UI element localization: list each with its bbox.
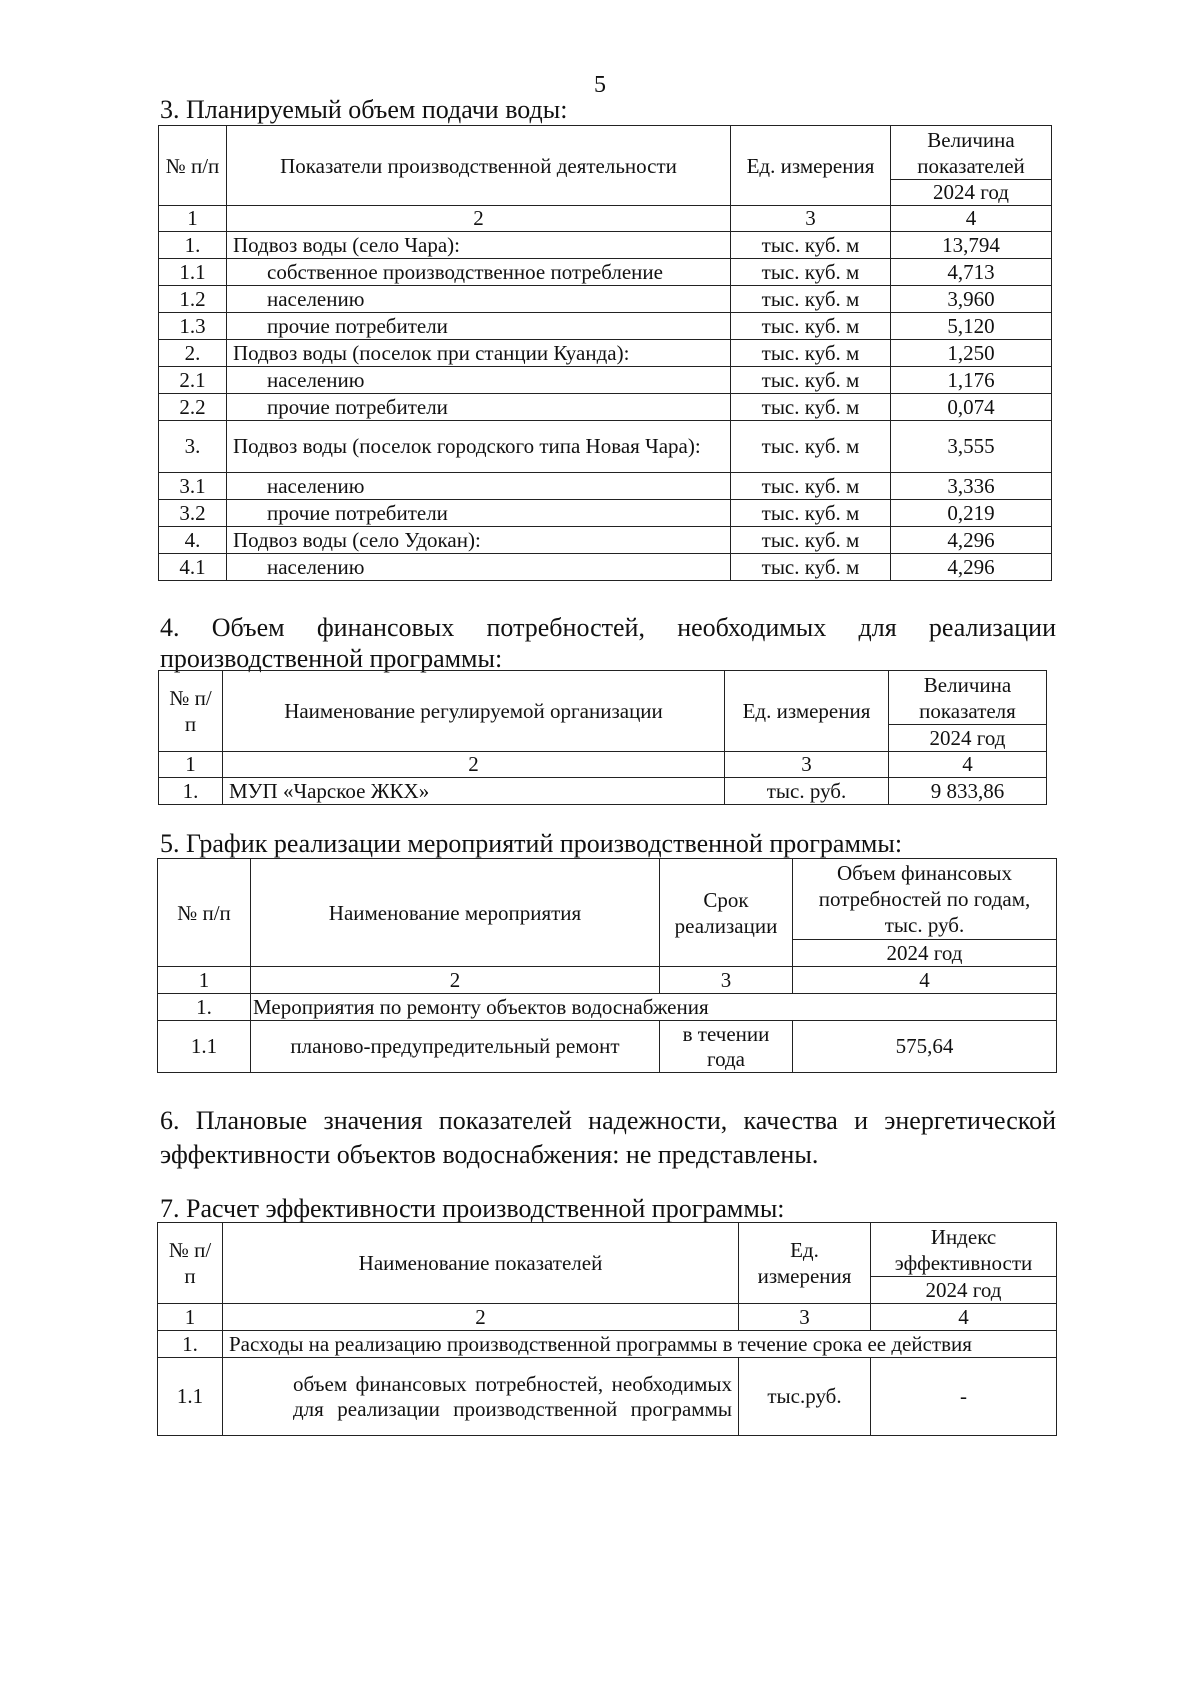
row-num: 1.1 xyxy=(158,1021,251,1073)
header-index: Индекс эффективности xyxy=(871,1223,1057,1277)
row-name: объем финансовых потребностей, необходимых для реализации производственной программы xyxy=(223,1358,739,1436)
col-number: 3 xyxy=(660,967,793,994)
row-name: населению xyxy=(227,473,731,500)
row-unit: тыс. куб. м xyxy=(731,367,891,394)
row-unit: тыс. куб. м xyxy=(731,340,891,367)
header-num: № п/п xyxy=(158,1223,223,1304)
header-event: Наименование мероприятия xyxy=(251,859,660,967)
row-num: 3. xyxy=(159,421,227,473)
header-unit: Ед. измерения xyxy=(725,671,889,752)
financial-needs-table xyxy=(158,670,1047,805)
row-num: 1. xyxy=(158,1331,223,1358)
row-name: Подвоз воды (село Удокан): xyxy=(227,527,731,554)
row-num: 4.1 xyxy=(159,554,227,581)
row-num: 4. xyxy=(159,527,227,554)
table-row xyxy=(159,527,1052,554)
row-value: - xyxy=(871,1358,1057,1436)
header-unit: Ед. измерения xyxy=(731,126,891,206)
row-name: собственное производственное потребление xyxy=(227,259,731,286)
table-row xyxy=(159,473,1052,500)
header-year: 2024 год xyxy=(871,1277,1057,1304)
row-value: 0,219 xyxy=(891,500,1052,527)
row-unit: тыс. куб. м xyxy=(731,500,891,527)
col-number: 1 xyxy=(158,1304,223,1331)
header-org: Наименование регулируемой организации xyxy=(223,671,725,752)
row-unit: тыс. куб. м xyxy=(731,313,891,340)
row-num: 2.2 xyxy=(159,394,227,421)
row-num: 1. xyxy=(159,778,223,805)
header-year: 2024 год xyxy=(793,940,1057,967)
row-value: 9 833,86 xyxy=(889,778,1047,805)
header-finance: Объем финансовых потребностей по годам, тыс. руб. xyxy=(793,859,1057,940)
table-row xyxy=(158,994,1057,1021)
table-row xyxy=(158,1331,1057,1358)
col-number: 3 xyxy=(725,752,889,778)
table-row xyxy=(159,340,1052,367)
col-number: 4 xyxy=(889,752,1047,778)
col-number: 2 xyxy=(227,206,731,232)
col-number: 2 xyxy=(251,967,660,994)
table-row xyxy=(159,500,1052,527)
row-value: 1,176 xyxy=(891,367,1052,394)
row-unit: тыс. куб. м xyxy=(731,232,891,259)
row-value: 4,296 xyxy=(891,527,1052,554)
row-name: МУП «Чарское ЖКХ» xyxy=(223,778,725,805)
row-name: Подвоз воды (поселок городского типа Новая Чара): xyxy=(227,421,731,473)
header-unit: Ед. измерения xyxy=(739,1223,871,1304)
row-value: 3,960 xyxy=(891,286,1052,313)
table-row xyxy=(159,259,1052,286)
row-name: планово-предупредительный ремонт xyxy=(251,1021,660,1073)
row-num: 3.1 xyxy=(159,473,227,500)
row-unit: тыс. куб. м xyxy=(731,259,891,286)
section3-title: 3. Планируемый объем подачи воды: xyxy=(160,95,568,124)
row-num: 1.1 xyxy=(158,1358,223,1436)
efficiency-table xyxy=(157,1222,1057,1436)
row-name: населению xyxy=(227,367,731,394)
row-value: 575,64 xyxy=(793,1021,1057,1073)
col-number: 1 xyxy=(159,752,223,778)
table-row xyxy=(159,421,1052,473)
row-name: населению xyxy=(227,286,731,313)
table-row xyxy=(158,1021,1057,1073)
row-value: 0,074 xyxy=(891,394,1052,421)
col-number: 2 xyxy=(223,752,725,778)
section7-title: 7. Расчет эффективности производственной программы: xyxy=(160,1194,785,1223)
table-row xyxy=(159,232,1052,259)
header-year: 2024 год xyxy=(891,180,1052,206)
section6-text: 6. Плановые значения показателей надежности, качества и энергетической эффективности объектов водоснабжения: не представлены. xyxy=(160,1106,1056,1169)
row-unit: тыс. куб. м xyxy=(731,473,891,500)
row-unit: тыс. куб. м xyxy=(731,527,891,554)
water-supply-table xyxy=(158,125,1052,581)
row-name: прочие потребители xyxy=(227,394,731,421)
row-name: Подвоз воды (село Чара): xyxy=(227,232,731,259)
row-unit: тыс. куб. м xyxy=(731,394,891,421)
row-num: 1. xyxy=(158,994,251,1021)
schedule-table xyxy=(157,858,1057,1073)
row-value: 1,250 xyxy=(891,340,1052,367)
table-row xyxy=(159,554,1052,581)
header-num: № п/п xyxy=(158,859,251,967)
row-unit: тыс. руб. xyxy=(725,778,889,805)
row-name: прочие потребители xyxy=(227,500,731,527)
table-row xyxy=(159,778,1047,805)
row-unit: тыс. куб. м xyxy=(731,286,891,313)
section4-title: 4. Объем финансовых потребностей, необходимых для реализации производственной программы: xyxy=(160,613,1056,673)
header-term: Срок реализации xyxy=(660,859,793,967)
col-number: 1 xyxy=(158,967,251,994)
row-name: населению xyxy=(227,554,731,581)
row-num: 1. xyxy=(159,232,227,259)
row-num: 3.2 xyxy=(159,500,227,527)
header-indicator: Показатели производственной деятельности xyxy=(227,126,731,206)
col-number: 4 xyxy=(871,1304,1057,1331)
row-value: 3,336 xyxy=(891,473,1052,500)
header-num: № п/п xyxy=(159,671,223,752)
row-num: 1.3 xyxy=(159,313,227,340)
section5-title: 5. График реализации мероприятий производственной программы: xyxy=(160,829,903,858)
row-num: 2. xyxy=(159,340,227,367)
row-name: Мероприятия по ремонту объектов водоснабжения xyxy=(251,994,1057,1021)
row-unit: тыс.руб. xyxy=(739,1358,871,1436)
row-num: 1.1 xyxy=(159,259,227,286)
table-row xyxy=(159,394,1052,421)
col-number: 3 xyxy=(731,206,891,232)
header-value: Величина показателя xyxy=(889,671,1047,725)
page-number: 5 xyxy=(594,72,606,98)
header-year: 2024 год xyxy=(889,725,1047,752)
table-row xyxy=(158,1358,1057,1436)
row-value: 5,120 xyxy=(891,313,1052,340)
table-row xyxy=(159,313,1052,340)
row-name: Расходы на реализацию производственной программы в течение срока ее действия xyxy=(223,1331,1057,1358)
table-row xyxy=(159,367,1052,394)
col-number: 4 xyxy=(793,967,1057,994)
row-term: в течении года xyxy=(660,1021,793,1073)
col-number: 4 xyxy=(891,206,1052,232)
table-row xyxy=(159,286,1052,313)
header-num: № п/п xyxy=(159,126,227,206)
row-name: прочие потребители xyxy=(227,313,731,340)
col-number: 2 xyxy=(223,1304,739,1331)
col-number: 1 xyxy=(159,206,227,232)
header-value: Величина показателей xyxy=(891,126,1052,180)
row-unit: тыс. куб. м xyxy=(731,421,891,473)
row-num: 2.1 xyxy=(159,367,227,394)
row-name: Подвоз воды (поселок при станции Куанда): xyxy=(227,340,731,367)
row-unit: тыс. куб. м xyxy=(731,554,891,581)
row-value: 4,713 xyxy=(891,259,1052,286)
row-num: 1.2 xyxy=(159,286,227,313)
row-value: 13,794 xyxy=(891,232,1052,259)
row-value: 3,555 xyxy=(891,421,1052,473)
row-value: 4,296 xyxy=(891,554,1052,581)
header-name: Наименование показателей xyxy=(223,1223,739,1304)
col-number: 3 xyxy=(739,1304,871,1331)
